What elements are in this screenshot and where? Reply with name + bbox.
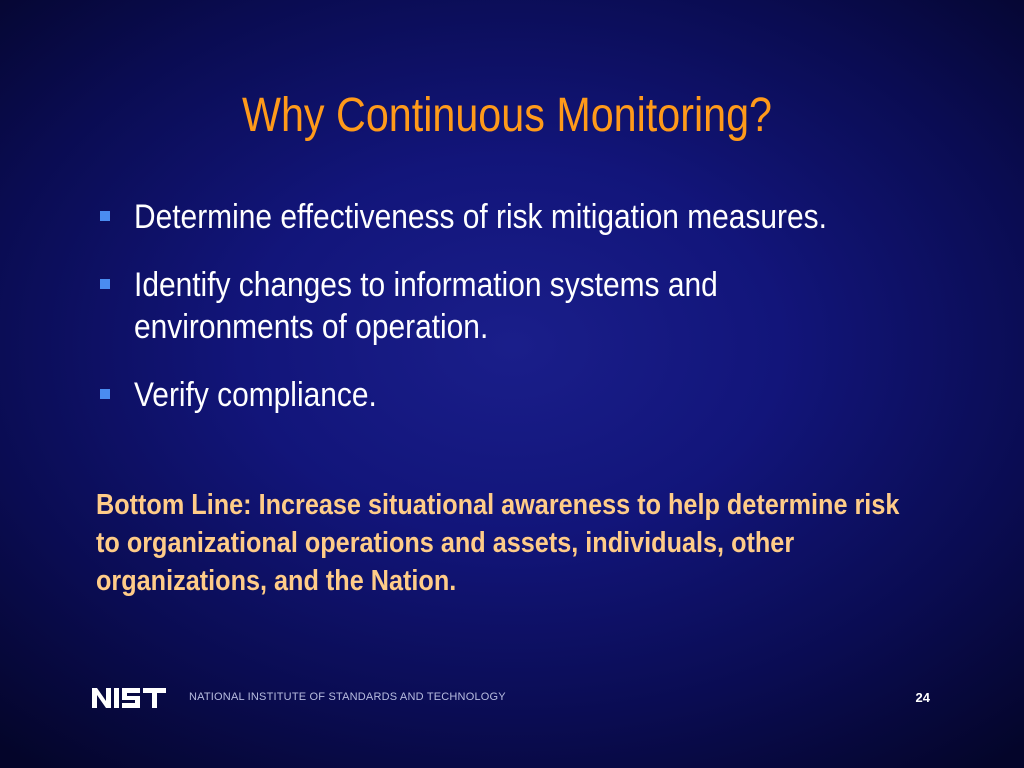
bullet-text: Identify changes to information systems and environments of operation. <box>134 266 718 346</box>
nist-logo-icon <box>92 688 166 708</box>
slide-title: Why Continuous Monitoring? <box>241 89 773 142</box>
page-number: 24 <box>915 690 930 705</box>
bullet-list <box>96 196 926 442</box>
bullet-text: Determine effectiveness of risk mitigation measures. <box>134 198 827 236</box>
square-bullet-icon <box>100 279 110 289</box>
footer <box>0 684 1024 714</box>
bullet-item <box>96 196 926 238</box>
org-name: NATIONAL INSTITUTE OF STANDARDS AND TECHNOLOGY <box>189 691 506 703</box>
square-bullet-icon <box>100 389 110 399</box>
bullet-item <box>96 264 926 348</box>
square-bullet-icon <box>100 211 110 221</box>
bullet-text: Verify compliance. <box>134 376 377 414</box>
bottom-line-statement: Bottom Line: Increase situational awareness to help determine risk to organizational operations and assets, individuals, other organizations, and the Nation. <box>96 489 900 597</box>
bullet-item <box>96 374 926 416</box>
